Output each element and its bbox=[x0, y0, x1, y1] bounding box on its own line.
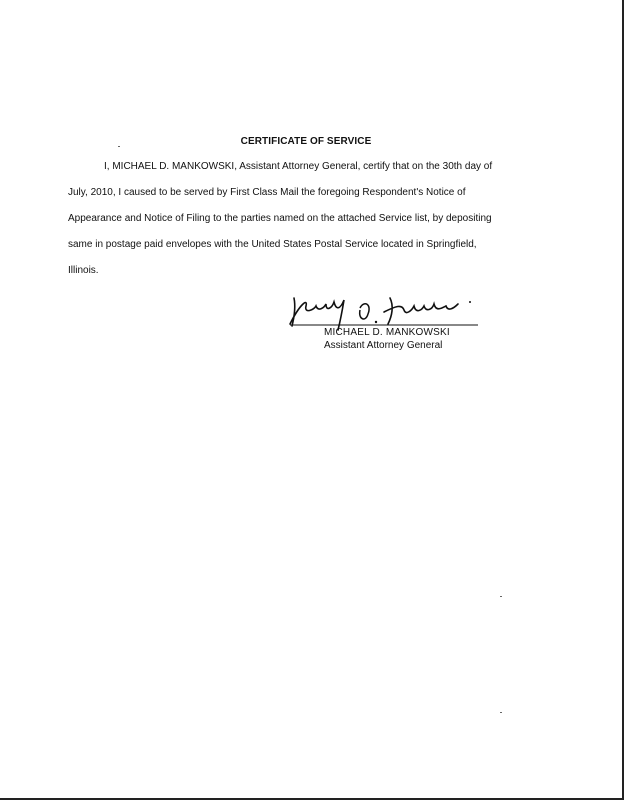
document-title: CERTIFICATE OF SERVICE bbox=[240, 136, 372, 147]
scan-speck bbox=[118, 146, 120, 147]
body-line: I, MICHAEL D. MANKOWSKI, Assistant Attorney General, certify that on the 30th day of bbox=[104, 161, 493, 172]
body-line: Illinois. bbox=[68, 265, 99, 276]
body-line: Appearance and Notice of Filing to the parties named on the attached Service list, by depositing bbox=[68, 213, 492, 224]
signer-title: Assistant Attorney General bbox=[324, 340, 443, 351]
body-line: same in postage paid envelopes with the United States Postal Service located in Springfield, bbox=[68, 239, 477, 250]
scan-speck bbox=[500, 712, 502, 713]
body-line: July, 2010, I caused to be served by First Class Mail the foregoing Respondent's Notice of bbox=[68, 187, 466, 198]
scan-speck bbox=[500, 596, 502, 597]
signer-name: MICHAEL D. MANKOWSKI bbox=[324, 327, 450, 338]
